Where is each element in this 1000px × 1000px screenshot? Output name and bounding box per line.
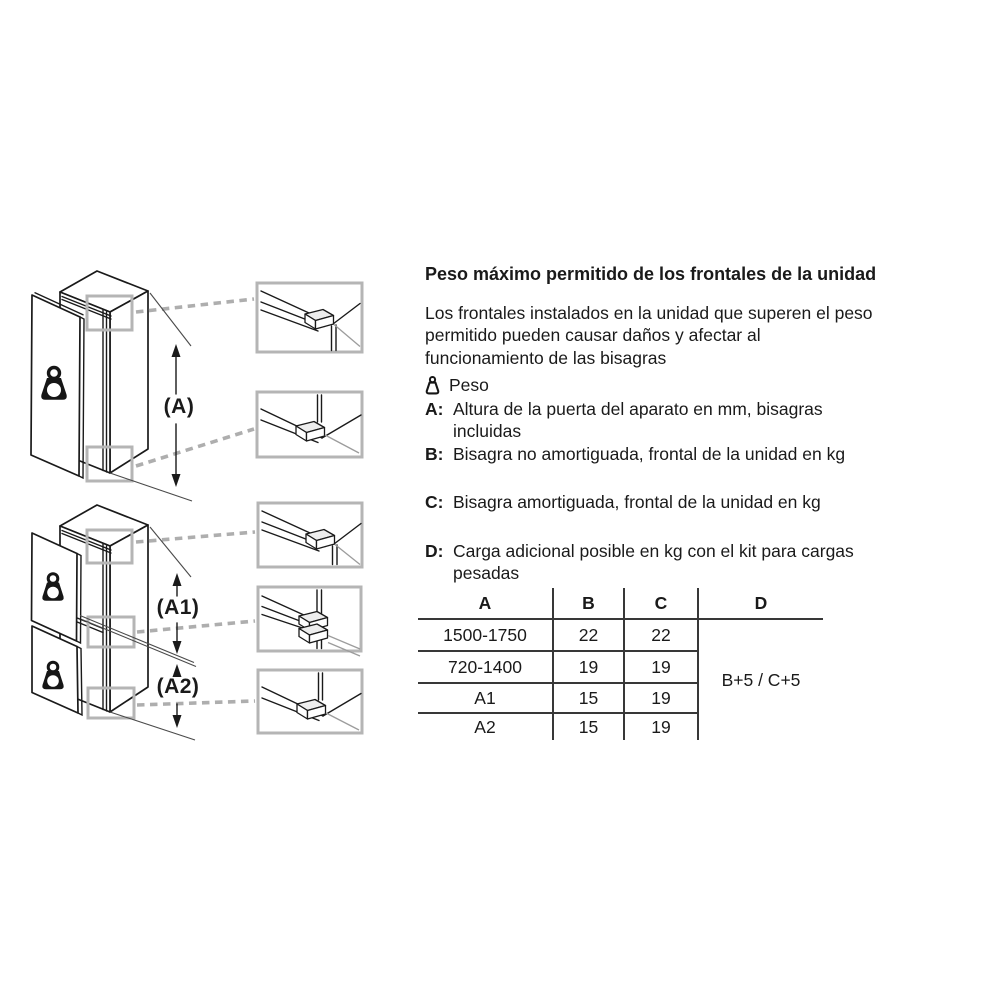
legend-text bbox=[453, 540, 987, 585]
cell-c: 19 bbox=[624, 713, 698, 740]
legend-text-line: Altura de la puerta del aparato en mm, bisagras bbox=[453, 399, 823, 419]
detail-box-bottom-hinge bbox=[258, 670, 362, 733]
cell-c: 19 bbox=[624, 651, 698, 683]
cell-c: 22 bbox=[624, 619, 698, 651]
spec-table bbox=[418, 588, 823, 740]
weight-icon bbox=[425, 376, 440, 395]
detail-box-top-hinge bbox=[257, 283, 362, 352]
intro-line: Los frontales instalados en la unidad que superen el peso bbox=[425, 303, 873, 323]
fridge-single-diagram bbox=[31, 271, 362, 501]
legend-key: A: bbox=[425, 399, 444, 419]
section-title: Peso máximo permitido de los frontales de la unidad bbox=[425, 264, 877, 284]
intro-line: funcionamiento de las bisagras bbox=[425, 347, 667, 368]
col-header-b: B bbox=[553, 588, 624, 619]
cell-a: A1 bbox=[418, 683, 553, 713]
dashed-connector bbox=[137, 621, 255, 632]
fridge-double-diagram bbox=[32, 503, 363, 740]
cell-b: 15 bbox=[553, 683, 624, 713]
table-header-row bbox=[418, 588, 823, 619]
legend-item-d bbox=[425, 540, 987, 585]
legend-text-line: incluidas bbox=[453, 421, 522, 442]
detail-box-top-hinge bbox=[258, 503, 362, 567]
cell-b: 19 bbox=[553, 651, 624, 683]
cell-a: A2 bbox=[474, 716, 496, 737]
legend-text-line: pesadas bbox=[453, 563, 520, 584]
door-panel bbox=[31, 293, 84, 478]
cell-d-span: B+5 / C+5 bbox=[698, 619, 823, 740]
intro-paragraph bbox=[425, 302, 985, 369]
legend-text bbox=[453, 443, 987, 465]
detail-box-bottom-hinge bbox=[257, 392, 362, 457]
cell-b: 15 bbox=[553, 713, 624, 740]
col-header-a: A bbox=[418, 588, 553, 619]
table-row bbox=[418, 619, 823, 651]
legend-key: C: bbox=[425, 492, 444, 513]
legend-text-line: Bisagra amortiguada, frontal de la unidad en kg bbox=[453, 492, 821, 513]
col-header-c: C bbox=[624, 588, 698, 619]
cell-c: 19 bbox=[624, 683, 698, 713]
dimension-label-a1: (A1) bbox=[156, 596, 200, 619]
cell-b: 22 bbox=[553, 619, 624, 651]
legend-key: D: bbox=[425, 540, 444, 561]
col-header-d: D bbox=[698, 588, 823, 619]
legend-key: B: bbox=[425, 443, 444, 464]
dashed-connector bbox=[137, 701, 255, 705]
dashed-connector bbox=[136, 532, 255, 542]
dimension-label-a: (A) bbox=[163, 395, 195, 418]
legend-item-a bbox=[425, 398, 987, 443]
installation-diagram bbox=[0, 255, 420, 775]
legend-item-b bbox=[425, 443, 987, 465]
legend-text bbox=[453, 398, 987, 443]
peso-label: Peso bbox=[449, 374, 489, 395]
legend-list bbox=[425, 398, 987, 584]
dashed-connector bbox=[136, 299, 254, 312]
legend-text bbox=[453, 491, 987, 513]
cell-a: 1500-1750 bbox=[418, 619, 553, 651]
legend-text-line: Bisagra no amortiguada, frontal de la unidad en kg bbox=[453, 443, 846, 464]
intro-line: permitido pueden causar daños y afectar al bbox=[425, 325, 761, 346]
legend-item-c bbox=[425, 491, 987, 513]
dimension-label-a2: (A2) bbox=[156, 675, 200, 698]
peso-legend-row bbox=[425, 374, 725, 396]
detail-box-middle-hinge bbox=[258, 587, 361, 656]
legend-text-line: Carga adicional posible en kg con el kit para cargas bbox=[453, 540, 854, 561]
dashed-connector bbox=[136, 429, 254, 466]
cell-a: 720-1400 bbox=[418, 651, 553, 683]
